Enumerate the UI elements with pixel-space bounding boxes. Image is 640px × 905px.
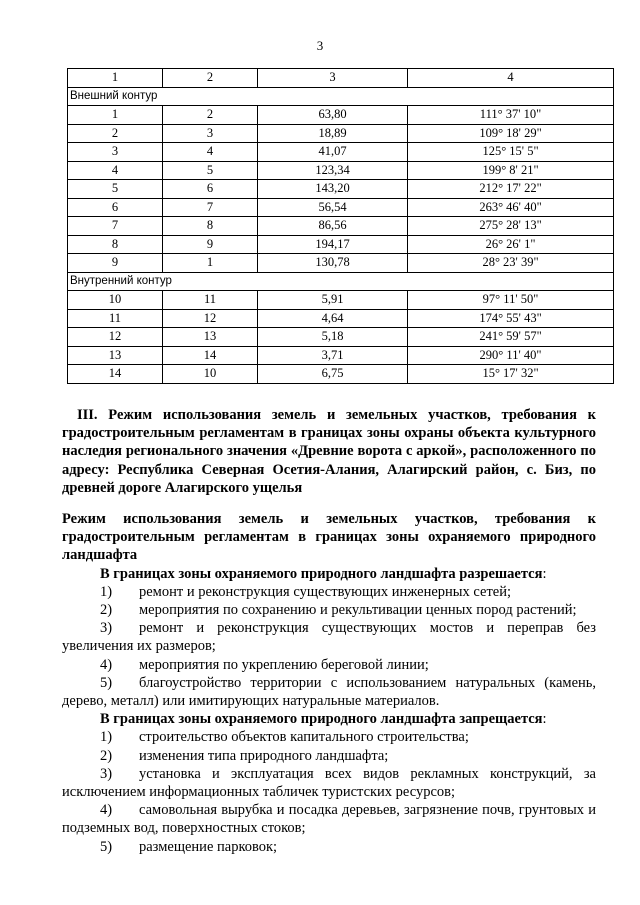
table-section-row bbox=[68, 272, 614, 291]
table-cell: 10 bbox=[68, 291, 163, 310]
list-item-text: строительство объектов капитального строительства; bbox=[139, 729, 469, 746]
list-item-text: мероприятия по укреплению береговой линии; bbox=[139, 656, 429, 673]
table-cell: 1 bbox=[163, 254, 258, 273]
table-cell: 3 bbox=[163, 124, 258, 143]
table-row bbox=[68, 161, 614, 180]
table-cell: 41,07 bbox=[258, 143, 408, 162]
list-item-number: 1) bbox=[100, 583, 113, 600]
table-row bbox=[68, 217, 614, 236]
table-cell: 275° 28' 13" bbox=[408, 217, 614, 236]
list-item-text: мероприятия по сохранению и рекультивации ценных пород растений; bbox=[139, 602, 577, 619]
list-item-text: благоустройство территории с использованием натуральных (камень, дерево, металл) или имитирующих натуральные материалов. bbox=[62, 674, 596, 710]
table-cell: 26° 26' 1" bbox=[408, 235, 614, 254]
list-item-text: изменения типа природного ландшафта; bbox=[139, 747, 389, 764]
list-item bbox=[62, 656, 596, 674]
allowed-intro: В границах зоны охраняемого природного ландшафта разрешается: bbox=[100, 565, 547, 582]
list-item-number: 5) bbox=[100, 674, 113, 691]
table-section-label: Внутренний контур bbox=[68, 272, 614, 291]
table-cell: 111° 37' 10" bbox=[408, 106, 614, 125]
table-cell: 212° 17' 22" bbox=[408, 180, 614, 199]
page-number: 3 bbox=[316, 38, 324, 53]
table-cell: 2 bbox=[68, 124, 163, 143]
table-cell: 6 bbox=[163, 180, 258, 199]
section-3-heading: III. Режим использования земель и земельных участков, требования к градостроительным регламентам в границах зоны охраны объекта культурного наследия регионального значения «Древние ворота с аркой», расположенного по адресу: Республика Северная Осетия-Алания, Алагирский район, с. Биз, по древней дороге Алагирского ущелья bbox=[62, 407, 596, 496]
table-cell: 290° 11' 40" bbox=[408, 346, 614, 365]
table-row bbox=[68, 346, 614, 365]
table-section-row bbox=[68, 87, 614, 106]
table-cell: 14 bbox=[163, 346, 258, 365]
table-cell: 9 bbox=[68, 254, 163, 273]
table-row bbox=[68, 328, 614, 347]
list-item-text: ремонт и реконструкция существующих мостов и переправ без увеличения их размеров; bbox=[62, 620, 596, 655]
table-cell: 9 bbox=[163, 235, 258, 254]
table-row bbox=[68, 180, 614, 199]
table-cell: 10 bbox=[163, 365, 258, 384]
list-item bbox=[62, 728, 596, 746]
list-item bbox=[62, 674, 596, 710]
landscape-zone-regime bbox=[62, 510, 596, 856]
table-cell: 8 bbox=[163, 217, 258, 236]
table-row bbox=[68, 235, 614, 254]
table-cell: 56,54 bbox=[258, 198, 408, 217]
list-item-number: 4) bbox=[100, 656, 113, 673]
table-cell: 199° 8' 21" bbox=[408, 161, 614, 180]
table-row bbox=[68, 143, 614, 162]
table-cell: 1 bbox=[68, 106, 163, 125]
table-cell: 63,80 bbox=[258, 106, 408, 125]
list-item-number: 3) bbox=[100, 620, 113, 637]
table-cell: 125° 15' 5" bbox=[408, 143, 614, 162]
forbidden-intro: В границах зоны охраняемого природного ландшафта запрещается: bbox=[100, 711, 547, 728]
table-cell: 241° 59' 57" bbox=[408, 328, 614, 347]
table-header-row bbox=[68, 69, 614, 88]
table-cell: 6 bbox=[68, 198, 163, 217]
table-row bbox=[68, 291, 614, 310]
table-cell: 18,89 bbox=[258, 124, 408, 143]
table-row bbox=[68, 198, 614, 217]
table-row bbox=[68, 254, 614, 273]
table-cell: 123,34 bbox=[258, 161, 408, 180]
table-cell: 174° 55' 43" bbox=[408, 309, 614, 328]
table-cell: 6,75 bbox=[258, 365, 408, 384]
list-item-text: установка и эксплуатация всех видов рекламных конструкций, за исключением информационных табличек туристских ресурсов; bbox=[62, 765, 596, 801]
table-row bbox=[68, 106, 614, 125]
list-item-number: 2) bbox=[100, 602, 113, 619]
table-cell: 4,64 bbox=[258, 309, 408, 328]
regime-title: Режим использования земель и земельных участков, требования к градостроительным регламентам в границах зоны охраняемого природного ландшафта bbox=[62, 511, 596, 564]
list-item-number: 1) bbox=[100, 729, 113, 746]
list-item-text: самовольная вырубка и посадка деревьев, загрязнение почв, грунтовых и подземных вод, поверхностных стоков; bbox=[62, 802, 596, 837]
table-cell: 86,56 bbox=[258, 217, 408, 236]
list-item-number: 5) bbox=[100, 838, 113, 855]
list-item-number: 2) bbox=[100, 747, 113, 764]
list-item bbox=[62, 838, 596, 856]
table-cell: 130,78 bbox=[258, 254, 408, 273]
table-cell: 7 bbox=[68, 217, 163, 236]
table-cell: 1 bbox=[68, 69, 163, 88]
table-cell: 12 bbox=[163, 309, 258, 328]
table-row bbox=[68, 365, 614, 384]
list-item-number: 4) bbox=[100, 802, 113, 819]
allowed-list bbox=[62, 583, 596, 710]
list-item bbox=[62, 601, 596, 619]
table-cell: 194,17 bbox=[258, 235, 408, 254]
table-cell: 8 bbox=[68, 235, 163, 254]
list-item-text: ремонт и реконструкция существующих инженерных сетей; bbox=[139, 583, 512, 600]
table-cell: 11 bbox=[163, 291, 258, 310]
list-item bbox=[62, 583, 596, 601]
table-cell: 3 bbox=[258, 69, 408, 88]
table-cell: 263° 46' 40" bbox=[408, 198, 614, 217]
table-cell: 4 bbox=[408, 69, 614, 88]
forbidden-list bbox=[62, 728, 596, 855]
list-item bbox=[62, 747, 596, 765]
table-cell: 4 bbox=[163, 143, 258, 162]
table-row bbox=[68, 124, 614, 143]
table-cell: 2 bbox=[163, 106, 258, 125]
table-cell: 97° 11' 50" bbox=[408, 291, 614, 310]
table-section-label: Внешний контур bbox=[68, 87, 614, 106]
table-cell: 5 bbox=[163, 161, 258, 180]
list-item-text: размещение парковок; bbox=[139, 838, 278, 855]
table-row bbox=[68, 309, 614, 328]
table-cell: 5 bbox=[68, 180, 163, 199]
table-cell: 5,18 bbox=[258, 328, 408, 347]
table-cell: 13 bbox=[68, 346, 163, 365]
table-cell: 4 bbox=[68, 161, 163, 180]
table-cell: 7 bbox=[163, 198, 258, 217]
list-item bbox=[62, 765, 596, 801]
list-item-number: 3) bbox=[100, 765, 113, 782]
table-cell: 13 bbox=[163, 328, 258, 347]
list-item bbox=[62, 619, 596, 655]
table-cell: 109° 18' 29" bbox=[408, 124, 614, 143]
list-item bbox=[62, 801, 596, 837]
table-cell: 2 bbox=[163, 69, 258, 88]
table-cell: 11 bbox=[68, 309, 163, 328]
table-cell: 12 bbox=[68, 328, 163, 347]
coordinates-table bbox=[67, 68, 614, 384]
table-cell: 3,71 bbox=[258, 346, 408, 365]
table-cell: 14 bbox=[68, 365, 163, 384]
table-cell: 28° 23' 39" bbox=[408, 254, 614, 273]
table-cell: 143,20 bbox=[258, 180, 408, 199]
table-cell: 3 bbox=[68, 143, 163, 162]
table-cell: 5,91 bbox=[258, 291, 408, 310]
table-cell: 15° 17' 32" bbox=[408, 365, 614, 384]
